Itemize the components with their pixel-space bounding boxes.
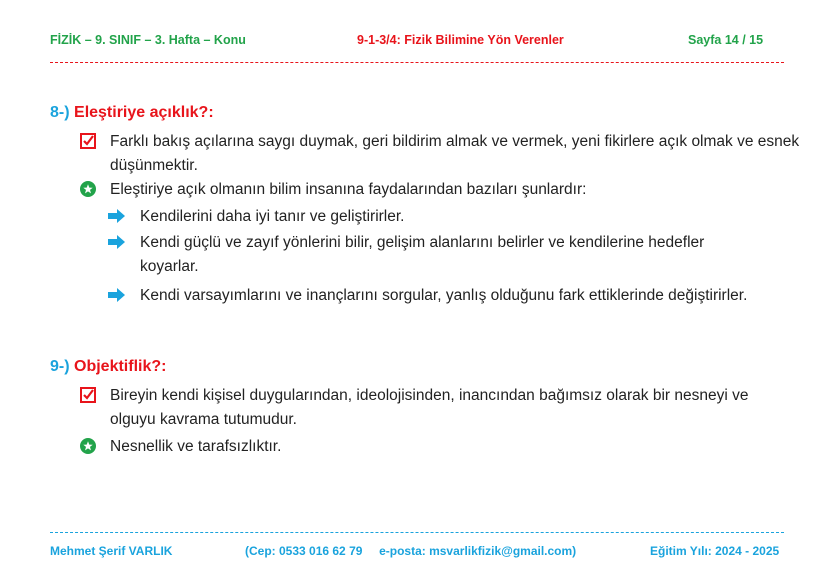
arrow-right-icon: [108, 208, 126, 224]
section-heading: [50, 358, 166, 376]
arrow-item-text: Kendi varsayımlarını ve inançlarını sorgular, yanlış olduğunu fark ettiklerinde değiştirirler.: [140, 287, 748, 304]
star-badge-icon: [80, 438, 96, 454]
checkbox-checked-icon: [80, 133, 96, 149]
arrow-right-icon: [108, 287, 126, 303]
section-number: 8-): [50, 104, 70, 121]
header-divider: [50, 62, 784, 63]
arrow-item: [108, 284, 780, 308]
header-topic: 9-1-3/4: Fizik Bilimine Yön Verenler: [357, 33, 564, 47]
star-badge-icon: [80, 181, 96, 197]
section-title: Eleştiriye açıklık?:: [74, 104, 214, 121]
check-item-text: Bireyin kendi kişisel duygularından, ideolojisinden, inancından bağımsız olarak bir nesneyi ve olguyu kavrama tutumudur.: [110, 387, 749, 428]
section-title: Objektiflik?:: [74, 358, 167, 375]
header-course: FİZİK – 9. SINIF – 3. Hafta – Konu: [50, 33, 246, 47]
check-item-text: Farklı bakış açılarına saygı duymak, geri bildirim almak ve vermek, yeni fikirlere açık olmak ve esnek düşünmektir.: [110, 133, 800, 174]
star-item: [80, 178, 800, 202]
footer-divider: [50, 532, 784, 533]
arrow-item-text: Kendilerini daha iyi tanır ve geliştirirler.: [140, 208, 405, 225]
check-item: [80, 130, 800, 177]
footer-author: Mehmet Şerif VARLIK: [50, 544, 173, 558]
footer-year: Eğitim Yılı: 2024 - 2025: [650, 544, 780, 558]
arrow-right-icon: [108, 234, 126, 250]
checkbox-checked-icon: [80, 387, 96, 403]
arrow-item: [108, 231, 740, 278]
check-item: [80, 384, 790, 431]
star-item: [80, 435, 800, 459]
arrow-item: [108, 205, 780, 229]
footer-contact: (Cep: 0533 016 62 79 e-posta: msvarlikfizik@gmail.com): [245, 544, 577, 558]
star-item-text: Nesnellik ve tarafsızlıktır.: [110, 438, 282, 455]
header-page-number: Sayfa 14 / 15: [688, 33, 764, 47]
star-item-text: Eleştiriye açık olmanın bilim insanına faydalarından bazıları şunlardır:: [110, 181, 587, 198]
arrow-item-text: Kendi güçlü ve zayıf yönlerini bilir, gelişim alanlarını belirler ve kendilerine hedefler koyarlar.: [140, 234, 705, 275]
section-heading: [50, 104, 214, 122]
section-number: 9-): [50, 358, 70, 375]
